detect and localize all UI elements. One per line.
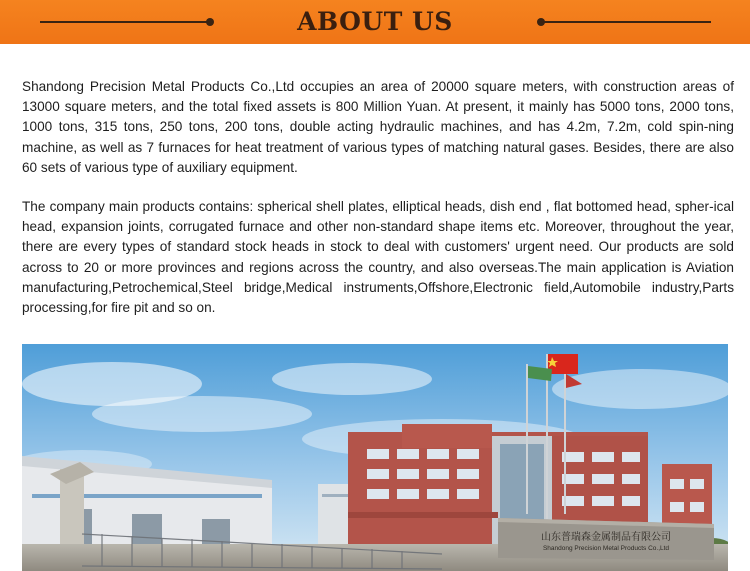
factory-photo — [22, 344, 728, 571]
banner-right-line — [541, 21, 711, 23]
sign-chinese-text: 山东普瑞森金属制品有限公司 — [541, 532, 671, 543]
company-products-paragraph: The company main products contains: spherical shell plates, elliptical heads, dish end , flat bottomed head, spher-ical head, expansion joints, corrugated furnace and other non-standard shape items etc. Moreover, throughout the year, there are every types of standard stock heads in stock to deal with customers' urgent need. Our products are sold across to 20 or more provinces and regions across the country, and also overseas.The main application is Aviation manufacturing,Petrochemical,Steel bridge,Medical instruments,Offshore,Electronic field,Automobile industry,Parts processing,for fire pit and so on. — [22, 199, 734, 316]
company-stone-sign — [498, 518, 714, 560]
about-us-banner — [0, 0, 750, 44]
sign-english-text: Shandong Precision Metal Products Co.,Ltd — [542, 545, 670, 552]
company-overview-paragraph: Shandong Precision Metal Products Co.,Ltd occupies an area of 20000 square meters, with construction areas of 13000 square meters, and the total fixed assets is 800 Million Yuan. At present, it mainly has 5000 tons, 2000 tons, 1000 tons, 315 tons, 250 tons, 200 tons, double acting hydraulic machines, and has 4.2m, 7.2m, cold spin-ning machine, as well as 7 furnaces for heat treatment of various types of matching natural gases. Besides, there are also 60 sets of various type of auxiliary equipment. — [22, 79, 734, 175]
page-title: ABOUT US — [297, 7, 453, 36]
